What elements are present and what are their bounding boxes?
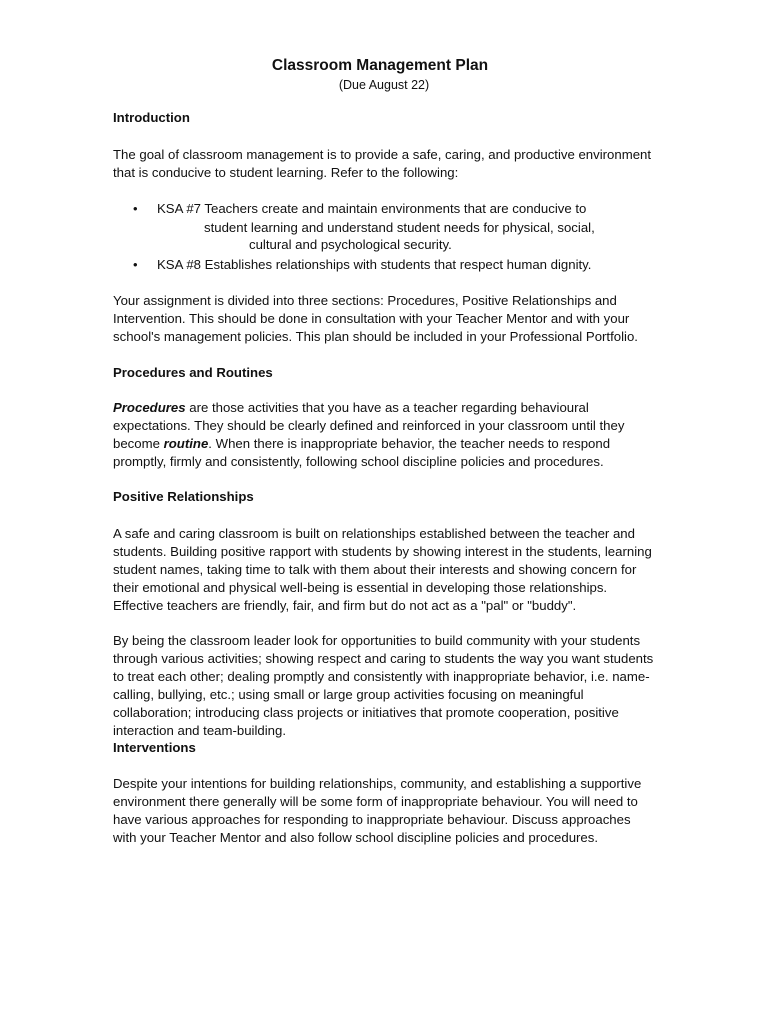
introduction-paragraph: The goal of classroom management is to provide a safe, caring, and productive environment that is conducive to student learning. Refer to the following: <box>113 147 652 180</box>
bullet-continuation-line: cultural and psychological security. <box>249 237 452 252</box>
interventions-paragraph: Despite your intentions for building relationships, community, and establishing a supportive environment there generally will be some form of inappropriate behaviour. You will need to have various approaches for responding to inappropriate behaviour. Discuss approaches with your Teacher Mentor and also follow school discipline policies and procedures. <box>113 776 642 845</box>
procedures-paragraph <box>113 399 658 471</box>
document-subtitle: (Due August 22) <box>338 78 430 92</box>
section-heading-positive-relationships: Positive Relationships <box>113 489 254 504</box>
section-heading-interventions: Interventions <box>113 740 196 755</box>
term-procedures: Procedures <box>113 400 186 415</box>
section-heading-procedures: Procedures and Routines <box>113 365 273 380</box>
bullet-line: KSA #8 Establishes relationships with students that respect human dignity. <box>157 257 592 272</box>
bullet-line: KSA #7 Teachers create and maintain environments that are conducive to <box>157 201 587 216</box>
bullet-icon: • <box>133 201 138 216</box>
bullet-icon: • <box>133 257 138 272</box>
positive-relationships-paragraph-1: A safe and caring classroom is built on relationships established between the teacher and students. Building positive rapport with students by showing interest in the students, learning student names, taking time to talk with them about their interests and showing concern for their emotional and physical well-being is essential in developing those relationships. Effective teachers are friendly, fair, and firm but do not act as a "pal" or "buddy". <box>113 526 652 613</box>
document-title: Classroom Management Plan <box>271 57 489 74</box>
assignment-paragraph: Your assignment is divided into three sections: Procedures, Positive Relationships and Intervention. This should be done in consultation with your Teacher Mentor and with your school's management policies. This plan should be included in your Professional Portfolio. <box>113 293 638 344</box>
positive-relationships-paragraph-2: By being the classroom leader look for opportunities to build community with your students through various activities; showing respect and caring to students the way you want students to treat each other; dealing promptly and consistently with inappropriate behavior, i.e. name-calling, bullying, etc.; using small or large group activities focusing on meaningful collaboration; introducing class projects or initiatives that promote cooperation, positive interaction and team-building. <box>113 633 654 738</box>
term-routine: routine <box>163 436 209 451</box>
bullet-continuation-line: student learning and understand student needs for physical, social, <box>204 220 595 235</box>
section-heading-introduction: Introduction <box>113 110 190 125</box>
procedures-text-continued: . When there is inappropriate behavior, the teacher needs to respond promptly, firmly and consistently, following school discipline policies and procedures. <box>113 436 611 469</box>
procedures-text: are those activities that you have as a teacher regarding behavioural expectations. They should be clearly defined and reinforced in your classroom until they become <box>113 400 625 451</box>
